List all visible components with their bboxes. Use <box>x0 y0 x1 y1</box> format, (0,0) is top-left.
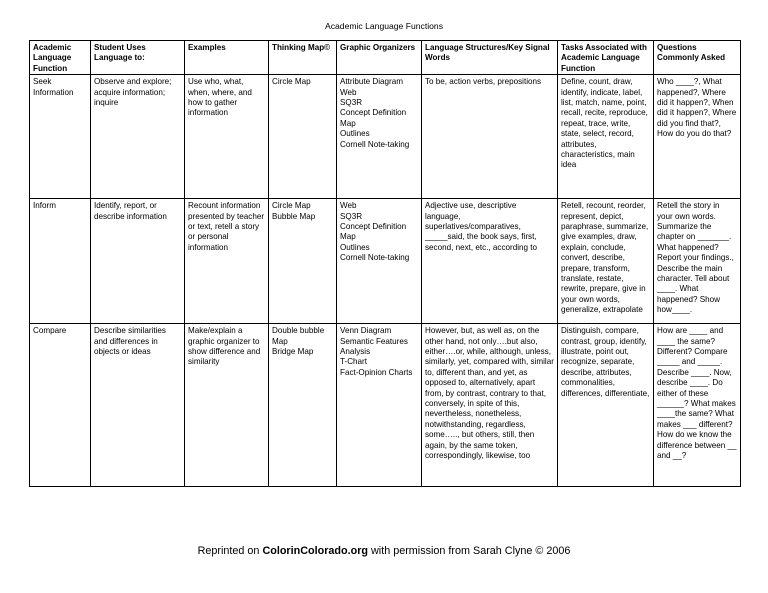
footer-brand: ColorinColorado.org <box>262 545 368 557</box>
cell-function: Seek Information <box>30 75 91 199</box>
cell-language-structures: Adjective use, descriptive language, superlatives/comparatives, _____said, the book says, first, second, next, etc., according to <box>422 199 558 324</box>
footer-credit <box>0 545 768 557</box>
cell-examples: Use who, what, when, where, and how to gather information <box>185 75 269 199</box>
cell-language-structures: However, but, as well as, on the other hand, not only….but also, either….or, while, although, unless, similarly, yet, compared with, similar to, different than, and yet, as opposed to, alternatively, apart from, by contrast, contrary to that, conversely, in spite of this, nevertheless, nonetheless, notwithstanding, regardless, some….., but others, still, then again, by the same token, correspondingly, likewise, too <box>422 324 558 487</box>
header-student-uses: Student Uses Language to: <box>91 41 185 75</box>
cell-function: Inform <box>30 199 91 324</box>
cell-graphic-organizers: Attribute Diagram Web SQ3R Concept Definition Map Outlines Cornell Note-taking <box>337 75 422 199</box>
cell-student-uses: Describe similarities and differences in objects or ideas <box>91 324 185 487</box>
header-examples: Examples <box>185 41 269 75</box>
cell-language-structures: To be, action verbs, prepositions <box>422 75 558 199</box>
table-row <box>30 199 741 324</box>
header-thinking-map: Thinking Map© <box>269 41 337 75</box>
footer-prefix: Reprinted on <box>197 545 263 557</box>
cell-questions: How are ____ and ____ the same? Different? Compare _____ and _____. Describe ____. Now, describe ____. Do either of these ______? What makes ____the same? What makes ___ different? How do we know the difference between __ and __? <box>654 324 741 487</box>
table-row <box>30 324 741 487</box>
header-questions: Questions Commonly Asked <box>654 41 741 75</box>
table-row <box>30 75 741 199</box>
page-title: Academic Language Functions <box>324 21 443 31</box>
cell-tasks: Define, count, draw, identify, indicate, label, list, match, name, point, recall, recite, reproduce, repeat, trace, write, state, select, record, attributes, characteristics, main idea <box>558 75 654 199</box>
language-functions-table <box>29 40 741 487</box>
cell-tasks: Distinguish, compare, contrast, group, identify, illustrate, point out, recognize, separate, describe, attributes, commonalities, differences, differentiate, <box>558 324 654 487</box>
cell-student-uses: Identify, report, or describe information <box>91 199 185 324</box>
cell-thinking-map: Circle Map <box>269 75 337 199</box>
header-language-structures: Language Structures/Key Signal Words <box>422 41 558 75</box>
cell-examples: Make/explain a graphic organizer to show difference and similarity <box>185 324 269 487</box>
cell-questions: Who ____?, What happened?, Where did it happen?, When did it happen?, Where did you find that?, How do you do that? <box>654 75 741 199</box>
cell-thinking-map: Double bubble Map Bridge Map <box>269 324 337 487</box>
header-graphic-organizers: Graphic Organizers <box>337 41 422 75</box>
cell-graphic-organizers: Venn Diagram Semantic Features Analysis T-Chart Fact-Opinion Charts <box>337 324 422 487</box>
cell-function: Compare <box>30 324 91 487</box>
cell-tasks: Retell, recount, reorder, represent, depict, paraphrase, summarize, give examples, draw, explain, conclude, convert, describe, prepare, transform, translate, restate, rewrite, prepare, give in your own words, generalize, extrapolate <box>558 199 654 324</box>
cell-examples: Recount information presented by teacher or text, retell a story or personal information <box>185 199 269 324</box>
cell-thinking-map: Circle Map Bubble Map <box>269 199 337 324</box>
footer-suffix: with permission from Sarah Clyne © 2006 <box>368 545 571 557</box>
header-function: Academic Language Function <box>30 41 91 75</box>
cell-graphic-organizers: Web SQ3R Concept Definition Map Outlines Cornell Note-taking <box>337 199 422 324</box>
cell-student-uses: Observe and explore; acquire information; inquire <box>91 75 185 199</box>
header-tasks: Tasks Associated with Academic Language Function <box>558 41 654 75</box>
table-header-row <box>30 41 741 75</box>
cell-questions: Retell the story in your own words. Summarize the chapter on _______. What happened? Report your findings., Describe the main character. Tell about ____. What happened? Show how____. <box>654 199 741 324</box>
